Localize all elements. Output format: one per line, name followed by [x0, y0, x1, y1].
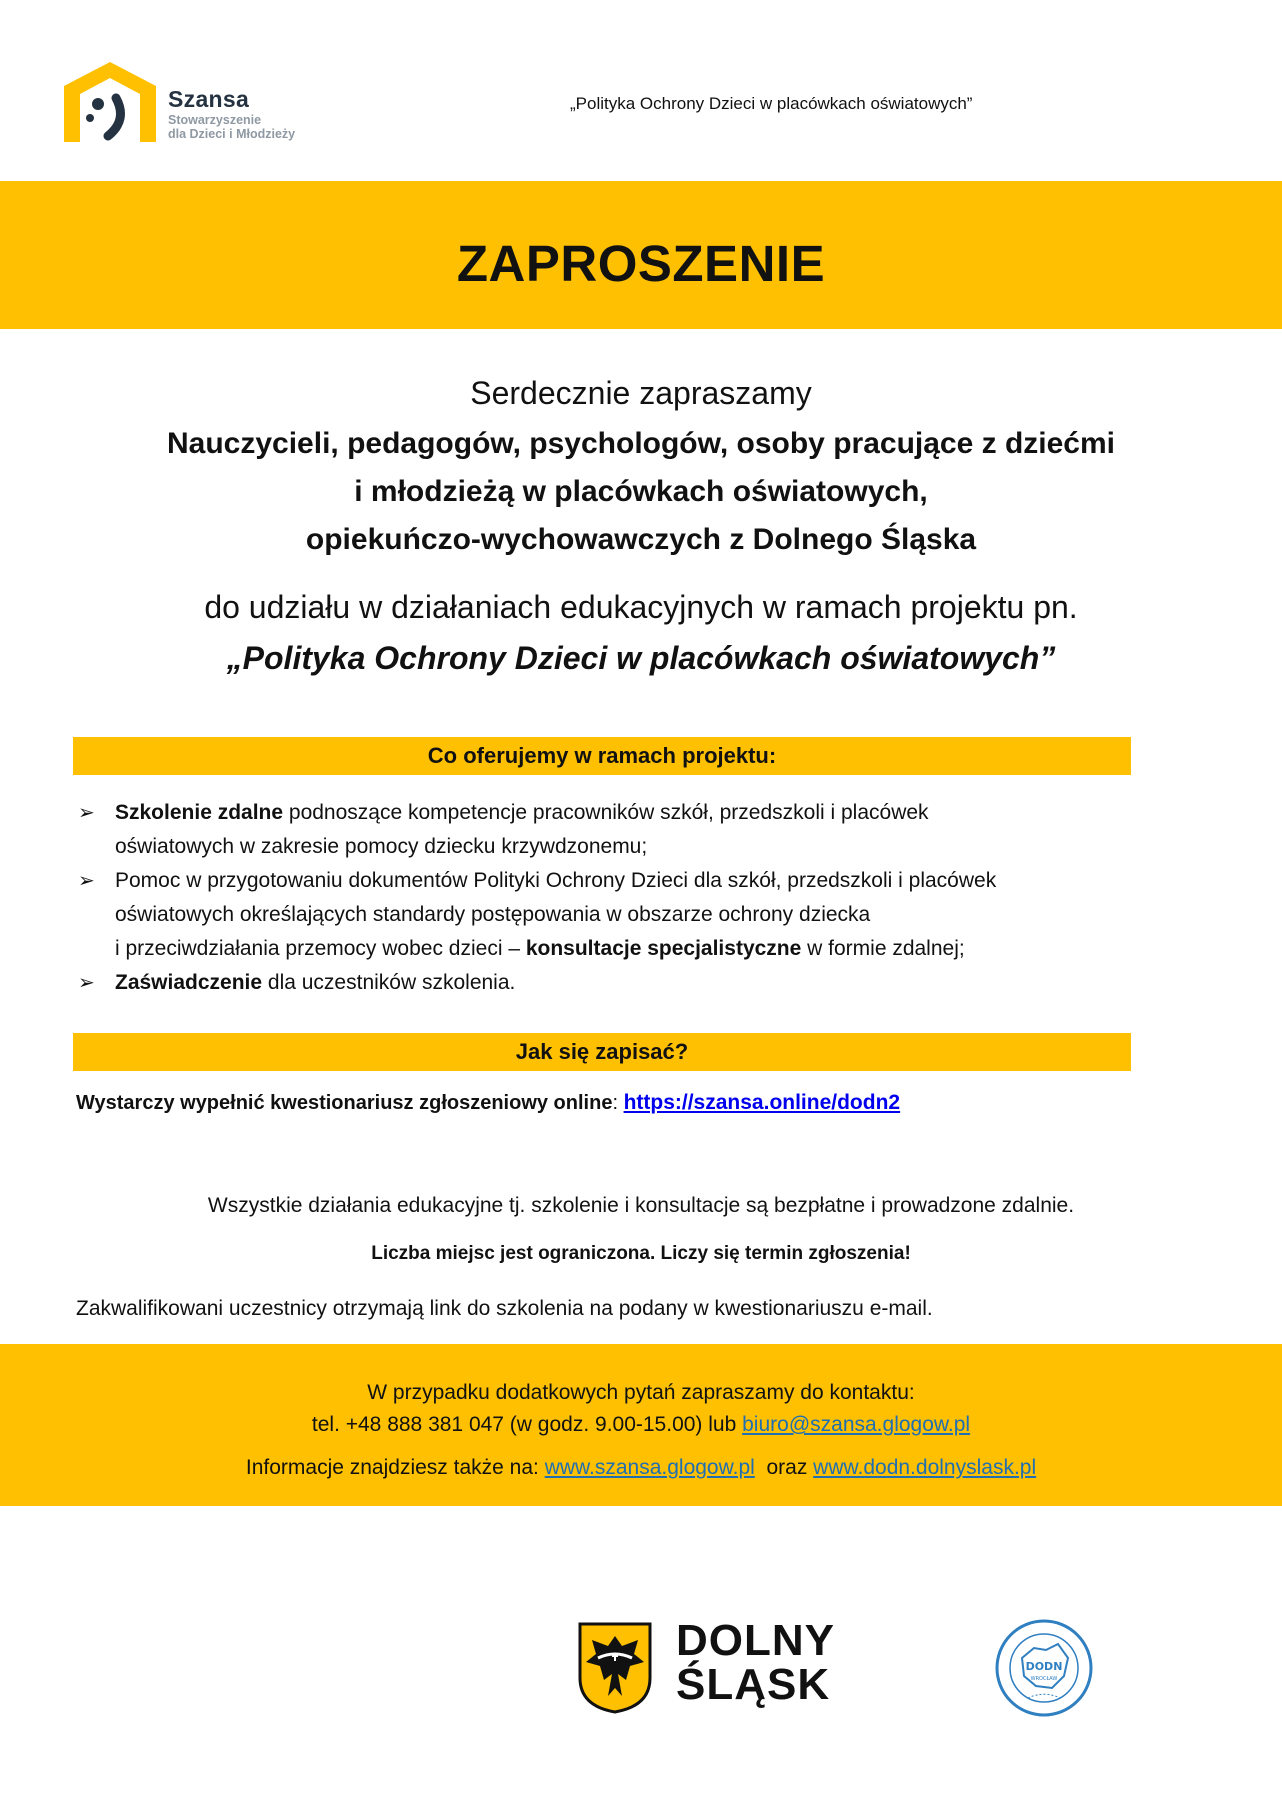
- project-name: „Polityka Ochrony Dzieci w placówkach oświatowych”: [226, 640, 1056, 676]
- org-subtitle-line2: dla Dzieci i Młodzieży: [168, 127, 296, 141]
- header-doc-title: „Polityka Ochrony Dzieci w placówkach oświatowych”: [570, 94, 973, 113]
- org-subtitle: [168, 113, 295, 141]
- house-logo-icon: [58, 58, 158, 148]
- list-item: ➢ Szkolenie zdalne podnoszące kompetencje pracowników szkół, przedszkoli i placówek oświatowych w zakresie pomocy dziecku krzywdzonemu;: [74, 796, 1154, 864]
- purpose-text: do udziału w działaniach edukacyjnych w ramach projektu pn.: [204, 589, 1078, 625]
- signup-heading: Jak się zapisać?: [515, 1039, 689, 1064]
- page-title: ZAPROSZENIE: [456, 235, 826, 292]
- audience-line: Nauczycieli, pedagogów, psychologów, osoby pracujące z dziećmi: [166, 427, 1115, 460]
- contact-line: W przypadku dodatkowych pytań zapraszamy do kontaktu:: [367, 1381, 915, 1404]
- signup-text: Wystarczy wypełnić kwestionariusz zgłoszeniowy online: [76, 1092, 613, 1114]
- offer-heading-bar: [73, 737, 1131, 775]
- item-bold: Zaświadczenie: [115, 971, 263, 994]
- contact-block: [0, 1377, 1282, 1441]
- dodn-website-link[interactable]: www.dodn.dolnyslask.pl: [813, 1456, 1037, 1479]
- signup-link[interactable]: https://szansa.online/dodn2: [623, 1091, 901, 1114]
- free-note: Wszystkie działania edukacyjne tj. szkolenie i konsultacje są bezpłatne i prowadzone zdalnie.: [207, 1194, 1075, 1217]
- dodn-city: WROCŁAW: [1030, 1676, 1058, 1682]
- contact-email-link[interactable]: biuro@szansa.glogow.pl: [742, 1413, 971, 1436]
- contact-phone: tel. +48 888 381 047 (w godz. 9.00-15.00) lub: [311, 1413, 743, 1436]
- item-bold: Szkolenie zdalne: [115, 801, 284, 824]
- offer-heading: Co oferujemy w ramach projektu:: [427, 743, 777, 768]
- dolny-slask-wordmark: DOLNY ŚLĄSK: [676, 1616, 835, 1709]
- org-name: Szansa: [168, 86, 250, 112]
- limited-note: Liczba miejsc jest ograniczona. Liczy się termin zgłoszenia!: [371, 1243, 911, 1264]
- audience-line: opiekuńczo-wychowawczych z Dolnego Śląska: [305, 523, 977, 556]
- szansa-website-link[interactable]: www.szansa.glogow.pl: [544, 1456, 755, 1479]
- dodn-label: DODN: [1025, 1660, 1063, 1673]
- info-line: Informacje znajdziesz także na: www.szansa.glogow.pl oraz www.dodn.dolnyslask.pl: [245, 1456, 1037, 1479]
- signup-line: Wystarczy wypełnić kwestionariusz zgłoszeniowy online: https://szansa.online/dodn2: [76, 1091, 901, 1114]
- item-bold: konsultacje specjalistyczne: [525, 937, 802, 960]
- dodn-logo: [994, 1618, 1094, 1718]
- org-subtitle-line1: Stowarzyszenie: [168, 113, 262, 127]
- contact-phone-line: [0, 1409, 1282, 1441]
- arrow-bullet-icon: ➢: [78, 972, 95, 994]
- dolny-slask-emblem: [578, 1622, 652, 1714]
- eagle-coat-of-arms-icon: [578, 1622, 652, 1714]
- audience-block: [0, 420, 1282, 564]
- arrow-bullet-icon: ➢: [78, 870, 95, 892]
- dodn-seal-icon: [994, 1618, 1094, 1718]
- signup-heading-bar: [73, 1033, 1131, 1071]
- list-item: ➢ Pomoc w przygotowaniu dokumentów Polityki Ochrony Dzieci dla szkół, przedszkoli i placówek oświatowych określających standardy postępowania w obszarze ochrony dziecka i przeciwdziałania przemocy wobec dzieci – konsultacje specjalistyczne w formie zdalnej;: [74, 864, 1154, 966]
- offer-list: [74, 796, 1154, 1000]
- qualified-note: Zakwalifikowani uczestnicy otrzymają link do szkolenia na podany w kwestionariuszu e-mail.: [76, 1297, 933, 1320]
- intro-text: Serdecznie zapraszamy: [470, 375, 812, 411]
- list-item: ➢ Zaświadczenie dla uczestników szkolenia.: [74, 966, 1154, 1000]
- audience-line: i młodzieżą w placówkach oświatowych,: [354, 475, 928, 508]
- arrow-bullet-icon: ➢: [78, 802, 95, 824]
